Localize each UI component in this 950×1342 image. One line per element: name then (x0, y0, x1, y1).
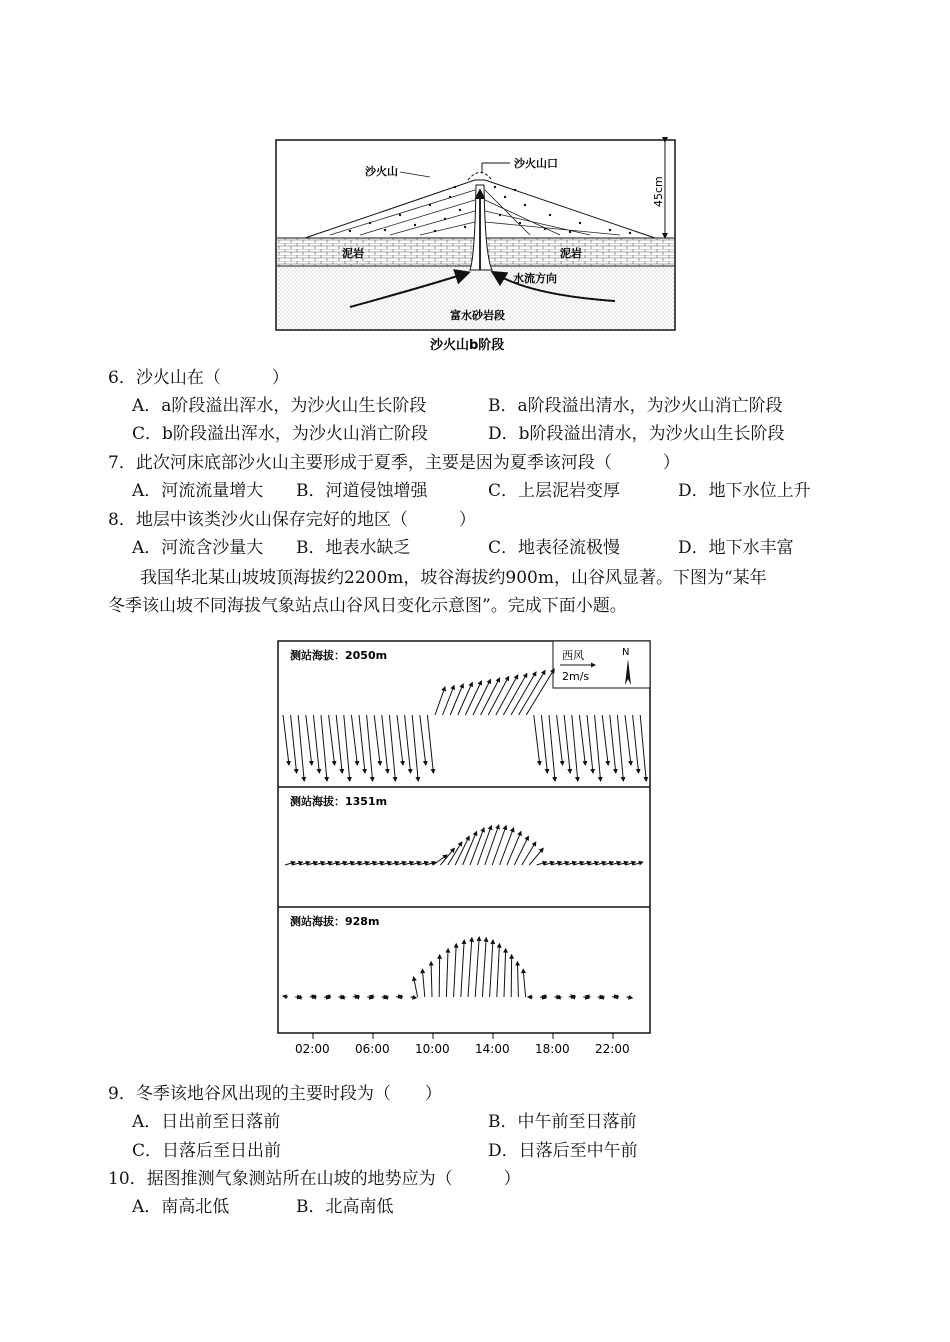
label-sand-layer: 富水砂岩段 (450, 309, 505, 322)
panel3-label: 测站海拔：928m (290, 915, 380, 928)
north-label: N (622, 647, 630, 658)
q7-option-c[interactable]: C．上层泥岩变厚 (488, 481, 621, 501)
tick-label: 22:00 (595, 1042, 630, 1056)
q10-option-b[interactable]: B．北高南低 (296, 1197, 394, 1217)
label-volcano: 沙火山 (365, 165, 398, 178)
q9-option-b[interactable]: B．中午前至日落前 (488, 1112, 637, 1132)
tick-label: 10:00 (415, 1042, 450, 1056)
q10-option-a[interactable]: A．南高北低 (132, 1197, 230, 1217)
q6-option-c[interactable]: C．b阶段溢出浑水，为沙火山消亡阶段 (132, 424, 428, 444)
q9-stem: 9．冬季该地谷风出现的主要时段为（ ） (108, 1084, 442, 1104)
q9-option-c[interactable]: C．日落后至日出前 (132, 1141, 282, 1161)
q10-stem: 10．据图推测气象测站所在山坡的地势应为（ ） (108, 1169, 521, 1189)
q6-option-a[interactable]: A．a阶段溢出浑水，为沙火山生长阶段 (132, 396, 427, 416)
q6-option-d[interactable]: D．b阶段溢出清水，为沙火山生长阶段 (488, 424, 785, 444)
q7-option-d[interactable]: D．地下水位上升 (678, 481, 811, 501)
tick-label: 06:00 (355, 1042, 390, 1056)
tick-label: 02:00 (295, 1042, 330, 1056)
q8-option-b[interactable]: B．地表水缺乏 (296, 538, 411, 558)
q7-stem: 7．此次河床底部沙火山主要形成于夏季，主要是因为夏季该河段（ ） (108, 453, 680, 473)
q7-option-b[interactable]: B．河道侵蚀增强 (296, 481, 428, 501)
label-mudstone-right: 泥岩 (560, 247, 582, 260)
label-flow-direction: 水流方向 (513, 272, 557, 285)
figure1-caption: 沙火山b阶段 (430, 338, 505, 353)
label-height: 45cm (652, 176, 665, 207)
panel2-label: 测站海拔：1351m (290, 795, 388, 808)
q6-stem: 6．沙火山在（ ） (108, 368, 289, 388)
legend-speed: 2m/s (562, 670, 590, 683)
q8-option-c[interactable]: C．地表径流极慢 (488, 538, 621, 558)
x-axis (295, 1033, 630, 1056)
q6-option-b[interactable]: B．a阶段溢出清水，为沙火山消亡阶段 (488, 396, 783, 416)
q9-option-a[interactable]: A．日出前至日落前 (132, 1112, 281, 1132)
label-crater: 沙火山口 (514, 157, 558, 170)
sand-volcano-diagram (270, 135, 690, 360)
tick-label: 14:00 (475, 1042, 510, 1056)
intro-line-1: 我国华北某山坡坡顶海拔约2200m，坡谷海拔约900m，山谷风显著。下图为“某年 (140, 568, 767, 588)
q8-option-a[interactable]: A．河流含沙量大 (132, 538, 264, 558)
q8-stem: 8．地层中该类沙火山保存完好的地区（ ） (108, 510, 476, 530)
tick-label: 18:00 (535, 1042, 570, 1056)
q8-option-d[interactable]: D．地下水丰富 (678, 538, 794, 558)
panel1-label: 测站海拔：2050m (290, 649, 388, 662)
wind-chart (270, 635, 665, 1065)
q9-option-d[interactable]: D．日落后至中午前 (488, 1141, 638, 1161)
q7-option-a[interactable]: A．河流流量增大 (132, 481, 264, 501)
label-mudstone-left: 泥岩 (342, 247, 364, 260)
intro-line-2: 冬季该山坡不同海拔气象站点山谷风日变化示意图”。完成下面小题。 (108, 596, 627, 616)
legend-wind: 西风 (562, 649, 584, 662)
